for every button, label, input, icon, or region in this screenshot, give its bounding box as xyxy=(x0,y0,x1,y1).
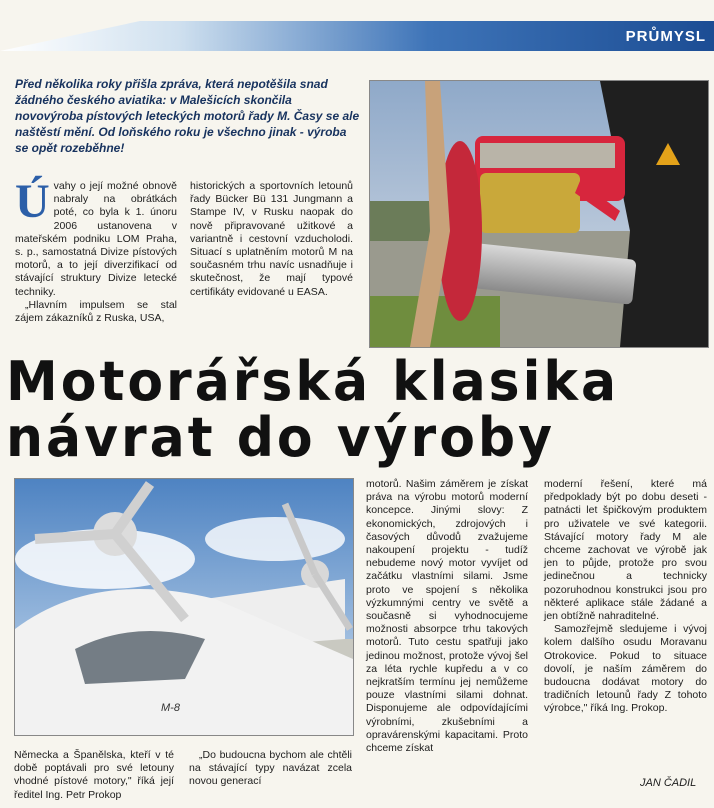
body-col-c-paragraph: motorů. Našim záměrem je získat práva na výrobu motorů moderní koncepce. Jinými slovy: Z ekonomických, zdrojových i časových důvodů zvažujeme nakoupení projektu - tudíž nebudeme nový motor vyvíjet od začátku vlastními silami. Jsme proto ve spojení s několika výzkumnými centry ve světě a současně si vyhodnocujeme možnosti absorpce trhu takových motorů. Tuto cestu spatřuji jako jedinou možnost, protože vývoj šel za léta rychle kupředu a v co nejkratším termínu jej nemůžeme pouze vlastními silami dohnat. Disponujeme ale odpovídajícími výrobními, zkušebními a opravárenskými kapacitami. Proto chceme získat xyxy=(366,478,528,755)
body-column-c xyxy=(366,478,528,755)
body-col-d-paragraph-1: moderní řešení, které má předpoklady být po dobu deseti - patnácti let špičkovým produktem pro uživatele ve své kategorii. Stávající motory řady M ale chceme zachovat ve výrobě jak jen to půjde, protože pro svou jedinečnou a technicky pozoruhodnou konstrukci jsou pro některé aplikace stále žádané a jen obtížně nahraditelné. xyxy=(544,478,707,623)
headline-line-2: návrat do výroby xyxy=(6,406,556,470)
body-col-b-paragraph: „Do budoucna bychom ale chtěli na stávající typy navázat zcela novou generací xyxy=(189,749,352,788)
drop-cap: Ú xyxy=(15,175,50,228)
headline-line-1: Motorářská klasika xyxy=(6,350,620,414)
body-col-a-paragraph: Německa a Španělska, kteří v té době poptávali pro své letouny vhodné pístové motory," říká její ředitel Ing. Petr Prokop xyxy=(14,749,174,801)
intro-column-1 xyxy=(15,175,177,325)
aircraft-photo xyxy=(14,478,354,736)
intro-col2-paragraph: historických a sportovních letounů řady Bücker Bü 131 Jungmann a Stampe IV, v Rusku naopak do nově připravované užitkové a variantně i cestovní vzducholodi. Situací s uplatněním motorů M na současném trhu navíc usnadňuje i skutečnost, že mají typové certifikáty evidované u EASA. xyxy=(190,180,353,298)
intro-column-2 xyxy=(190,180,353,299)
intro-col1-paragraph-1: vahy o její možné obnově nabraly na obrátkách poté, co byla k 1. únoru 2006 ustanovena v mateřském podniku LOM Praha, s. p., samostatná Divize pístových motorů, a to její diverzifikací od stávající struktury Divize letecké techniky. xyxy=(15,180,177,298)
body-column-b xyxy=(189,749,352,789)
lead-paragraph: Před několika roky přišla zpráva, která nepotěšila snad žádného českého aviatika: v Malešicích skončila novovýroba pístových leteckých motorů řady M. Časy se ale naštěstí mění. Od loňského roku je všechno jinak - výroba se opět rozeběhne! xyxy=(15,77,360,155)
author-byline: JAN ČADIL xyxy=(640,777,697,789)
body-column-d xyxy=(544,478,707,716)
engine-photo-illustration xyxy=(370,81,708,347)
aircraft-registration-label: M-8 xyxy=(161,702,180,714)
section-label: PRŮMYSL xyxy=(625,28,706,45)
intro-col1-paragraph-2: „Hlavním impulsem se stal zájem zákazníků z Ruska, USA, xyxy=(15,298,177,325)
body-col-d-paragraph-2: Samozřejmě sledujeme i vývoj kolem dalšího osudu Moravanu Otrokovice. Pokud to situace dovolí, je naším záměrem do budoucna dodávat motory do tradičních letounů řady Z tohoto výrobce," říká Ing. Prokop. xyxy=(544,623,707,715)
section-header-band xyxy=(0,21,714,51)
body-column-a xyxy=(14,749,174,802)
engine-photo xyxy=(369,80,709,348)
aircraft-photo-illustration xyxy=(15,479,353,735)
